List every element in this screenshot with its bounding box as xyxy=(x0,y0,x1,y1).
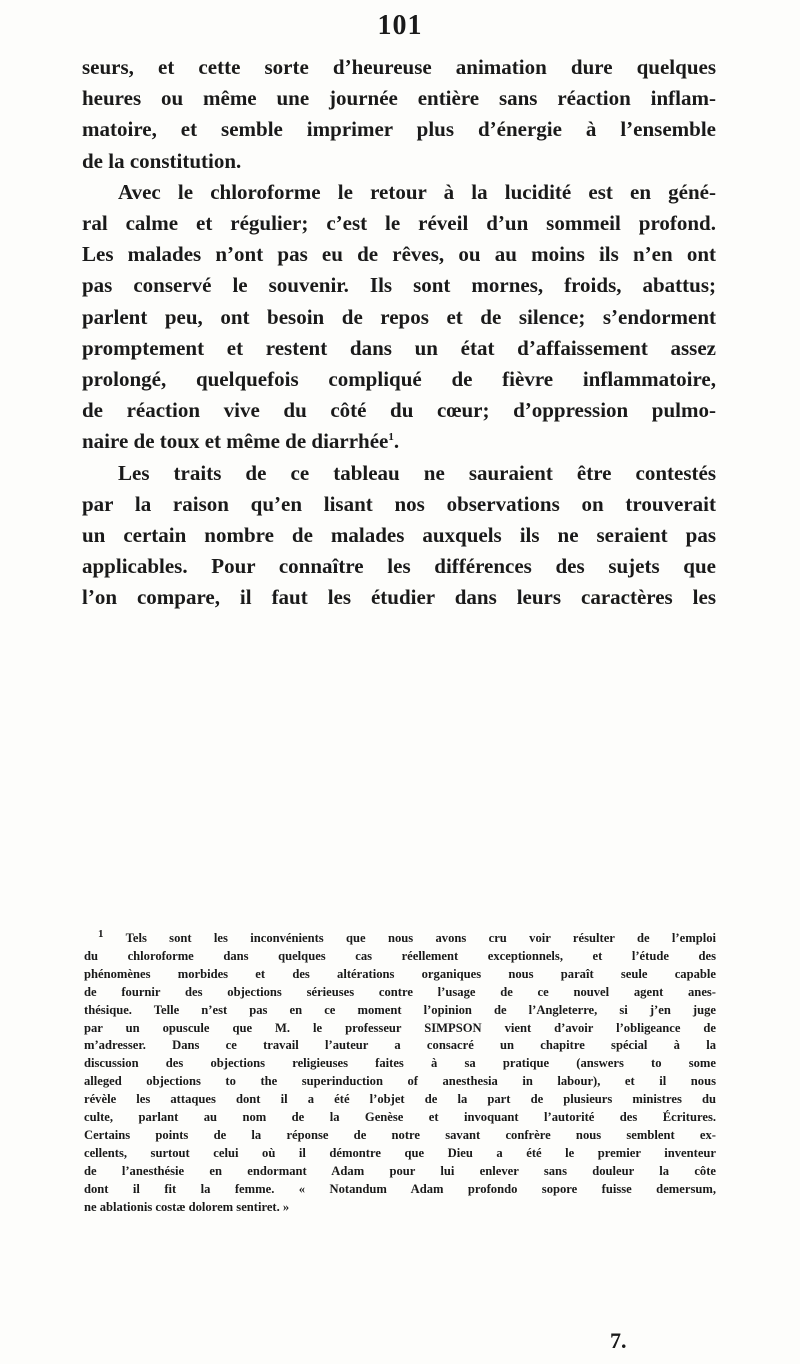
text-line: pas conservé le souvenir. Ils sont mornes, froids, abattus; xyxy=(82,273,716,298)
footnote-line: discussion des objections religieuses faites à sa pratique (answers to some xyxy=(84,1056,716,1071)
text-line: ral calme et régulier; c’est le réveil d’un sommeil profond. xyxy=(82,211,716,236)
footnote-line: culte, parlant au nom de la Genèse et invoquant l’autorité des Écritures. xyxy=(84,1110,716,1125)
text-line: Les traits de ce tableau ne sauraient être contestés xyxy=(118,460,716,485)
footnote-line: révèle les attaques dont il a été l’objet de la part de plusieurs ministres du xyxy=(84,1092,716,1107)
text-line: un certain nombre de malades auxquels ils ne seraient pas xyxy=(82,523,716,548)
footnote-line: ne ablationis costæ dolorem sentiret. » xyxy=(84,1199,290,1214)
footnote-line: cellents, surtout celui où il démontre que Dieu a été le premier inventeur xyxy=(84,1145,716,1160)
signature-mark: 7. xyxy=(610,1328,627,1353)
main-text xyxy=(82,52,716,614)
footnote-line: de fournir des objections sérieuses contre l’usage de ce nouvel agent anes- xyxy=(84,984,716,999)
period: . xyxy=(393,429,400,454)
text-line: seurs, et cette sorte d’heureuse animation dure quelques xyxy=(82,55,716,79)
footnote xyxy=(84,927,716,1217)
text-line: de la constitution. xyxy=(82,148,242,173)
text-line: l’on compare, il faut les étudier dans leurs caractères les xyxy=(82,585,716,610)
footnote-line: phénomènes morbides et des altérations organiques nous paraît seule capable xyxy=(84,966,716,981)
footnote-line: thésique. Telle n’est pas en ce moment l’opinion de l’Angleterre, si j’en juge xyxy=(84,1002,716,1017)
footnote-line-first xyxy=(84,927,716,948)
footnote-line: de l’anesthésie en endormant Adam pour lui enlever sans douleur la côte xyxy=(84,1163,716,1178)
footnote-line: Certains points de la réponse de notre savant confrère nous semblent ex- xyxy=(84,1127,716,1142)
text-line: naire de toux et même de diarrhée xyxy=(82,429,389,454)
text-line: prolongé, quelquefois compliqué de fièvre inflammatoire, xyxy=(82,367,716,392)
footnote-line: alleged objections to the superinduction of anesthesia in labour), et il nous xyxy=(84,1074,716,1089)
footnote-line: m’adresser. Dans ce travail l’auteur a consacré un chapitre spécial à la xyxy=(84,1038,716,1053)
text-line: heures ou même une journée entière sans réaction inflam- xyxy=(82,86,716,111)
footnote-line: par un opuscule que M. le professeur SIMPSON vient d’avoir l’obligeance de xyxy=(84,1020,716,1035)
footnote-marker: 1 xyxy=(98,927,104,940)
text-line: parlent peu, ont besoin de repos et de silence; s’endorment xyxy=(82,304,716,329)
text-line-with-footnote-ref xyxy=(82,426,716,457)
text-line: promptement et restent dans un état d’affaissement assez xyxy=(82,335,716,360)
footnote-line: du chloroforme dans quelques cas réellement exceptionnels, et l’étude des xyxy=(84,948,716,963)
text-line: Les malades n’ont pas eu de rêves, ou au moins ils n’en ont xyxy=(82,242,716,267)
text-line: Avec le chloroforme le retour à la lucidité est en géné- xyxy=(118,179,716,204)
footnote-line: dont il fit la femme. « Notandum Adam profondo sopore fuisse demersum, xyxy=(84,1181,716,1196)
text-line: de réaction vive du côté du cœur; d’oppression pulmo- xyxy=(82,398,716,423)
footnote-text: Tels sont les inconvénients que nous avons cru voir résulter de l’emploi xyxy=(125,931,716,945)
text-line: par la raison qu’en lisant nos observations on trouverait xyxy=(82,491,716,516)
footnote-reference[interactable]: 1 xyxy=(388,431,394,444)
page-number: 101 xyxy=(377,10,423,41)
text-line: matoire, et semble imprimer plus d’énergie à l’ensemble xyxy=(82,117,716,142)
text-line: applicables. Pour connaître les différences des sujets que xyxy=(82,554,716,579)
